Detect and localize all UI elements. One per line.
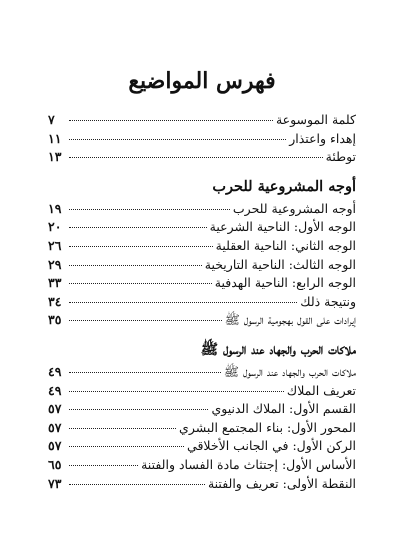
toc-entry-label: كلمة الموسوعة: [275, 112, 356, 127]
toc-page-number: ١٣: [48, 149, 62, 165]
toc-row: [48, 437, 356, 456]
toc-page-number: ٥٧: [48, 438, 62, 454]
toc-entry-label: الوجه الرابع: الناحية الهدفية: [214, 275, 356, 291]
toc-row: [48, 382, 356, 401]
section-heading: أوجه المشروعية للحرب: [212, 177, 356, 195]
toc-entry-label: إيرادات على القول بهجومية الرسول ﷺ: [224, 312, 356, 328]
dot-leader: [69, 157, 323, 158]
dot-leader: [69, 139, 286, 140]
toc-row: [48, 475, 356, 494]
dot-leader: [69, 209, 230, 210]
toc-entries: [48, 111, 356, 493]
toc-row: [48, 148, 356, 167]
dot-leader: [69, 484, 205, 485]
toc-entry-label: الوجه الثاني: الناحية العقلية: [215, 237, 356, 253]
dot-leader: [69, 465, 138, 466]
toc-entry-label: ملاكات الحرب والجهاد عند الرسول ﷺ: [223, 363, 356, 379]
toc-page-number: ٢٦: [48, 237, 62, 253]
toc-entry-label: النقطة الأولى: تعريف والفتنة: [207, 475, 356, 491]
toc-page-number: ٢٩: [48, 256, 62, 272]
toc-page-number: ٥٧: [48, 401, 62, 417]
dot-leader: [69, 120, 273, 121]
toc-page-number: ٢٠: [48, 219, 62, 235]
toc-page-number: ٤٩: [48, 363, 62, 379]
dot-leader: [69, 391, 284, 392]
toc-row: [48, 419, 356, 438]
toc-entry-label: تعريف الملاك: [286, 382, 356, 398]
toc-page-number: ١٩: [48, 200, 62, 216]
toc-row: [48, 456, 356, 475]
dot-leader: [69, 446, 184, 447]
dot-leader: [69, 428, 176, 429]
toc-row: [48, 363, 356, 382]
toc-row: [48, 237, 356, 256]
toc-page-number: ٣٥: [48, 312, 62, 328]
toc-entry-label: إهداء واعتذار: [289, 130, 356, 146]
toc-page-number: ٦٥: [48, 456, 62, 472]
dot-leader: [69, 227, 207, 228]
dot-leader: [69, 246, 213, 247]
toc-row: [48, 130, 356, 149]
toc-entry-label: ونتيجة ذلك: [300, 293, 356, 309]
toc-entry-label: أوجه المشروعية للحرب: [232, 200, 356, 216]
toc-row: [48, 400, 356, 419]
toc-page-number: ٥٧: [48, 419, 62, 435]
toc-page-number: ٧: [48, 112, 55, 127]
section-heading: ملاكات الحرب والجهاد عند الرسول ﷺ: [200, 340, 356, 358]
toc-row: [48, 311, 356, 330]
toc-page-number: ٣٣: [48, 275, 62, 291]
toc-page-number: ٧٣: [48, 475, 62, 491]
toc-entry-label: المحور الأول: بناء المجتمع البشري: [179, 419, 356, 435]
toc-page-number: ٣٤: [48, 293, 62, 309]
dot-leader: [69, 302, 297, 303]
toc-page-number: ٤٩: [48, 382, 62, 398]
toc-row: [48, 218, 356, 237]
toc-entry-label: توطئة: [325, 149, 356, 165]
dot-leader: [69, 372, 221, 373]
dot-leader: [69, 283, 212, 284]
toc-row: [48, 111, 356, 130]
dot-leader: [69, 320, 222, 321]
toc-entry-label: الوجه الثالث: الناحية التاريخية: [204, 256, 356, 272]
toc-entry-label: القسم الأول: الملاك الدنيوي: [211, 401, 356, 417]
toc-row: [48, 274, 356, 293]
toc-page-number: ١١: [48, 130, 62, 146]
toc-entry-label: الأساس الأول: إجتثاث مادة الفساد والفتنة: [141, 456, 356, 472]
toc-row: [48, 256, 356, 275]
toc-entry-label: الوجه الأول: الناحية الشرعية: [209, 219, 356, 235]
dot-leader: [69, 409, 208, 410]
toc-row: [48, 200, 356, 219]
page-title: فهرس المواضيع: [128, 68, 276, 94]
toc-row: [48, 293, 356, 312]
dot-leader: [69, 265, 202, 266]
toc-entry-label: الركن الأول: في الجانب الأخلاقي: [187, 438, 356, 454]
